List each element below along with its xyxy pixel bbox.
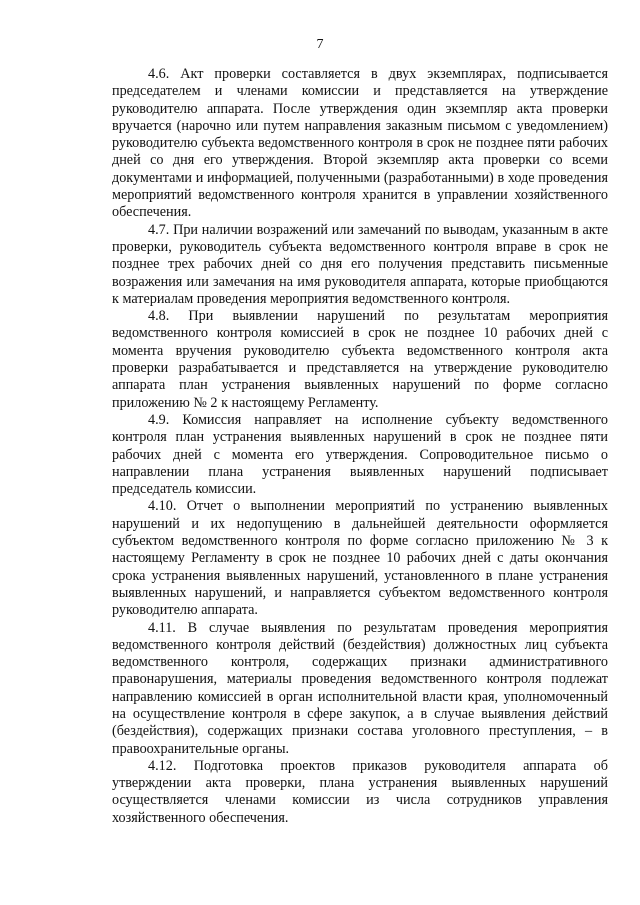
document-body — [112, 66, 608, 827]
paragraph-4-12: 4.12. Подготовка проектов приказов руководителя аппарата об утверждении акта проверки, плана устранения выявленных нарушений осуществляется членами комиссии из числа сотрудников управления хозяйственного обеспечения. — [112, 757, 608, 826]
page-number: 7 — [316, 37, 324, 52]
paragraph-4-6: 4.6. Акт проверки составляется в двух экземплярах, подписывается председателем и членами комиссии и представляется на утверждение руководителю аппарата. После утверждения один экземпляр акта проверки вручается (нарочно или путем направления заказным письмом с уведомлением) руководителю субъекта ведомственного контроля в срок не позднее пяти рабочих дней со дня его утверждения. Второй экземпляр акта проверки со всеми документами и информацией, полученными (разработанными) в ходе проведения мероприятий ведомственного контроля хранится в управлении хозяйственного обеспечения. — [112, 66, 608, 221]
paragraph-4-7: 4.7. При наличии возражений или замечаний по выводам, указанным в акте проверки, руководитель субъекта ведомственного контроля вправе в срок не позднее трех рабочих дней со дня его получения представить письменные возражения или замечания на имя руководителя аппарата, которые приобщаются к материалам проведения мероприятия ведомственного контроля. — [112, 221, 608, 307]
paragraph-4-11: 4.11. В случае выявления по результатам проведения мероприятия ведомственного контроля действий (бездействия) должностных лиц субъекта ведомственного контроля, содержащих признаки административного правонарушения, материалы проведения ведомственного контроля подлежат направлению комиссией в орган исполнительной власти края, уполномоченный на осуществление контроля в сфере закупок, а в случае выявления действий (бездействия), содержащих признаки состава уголовного преступления, – в правоохранительные органы. — [112, 619, 608, 757]
paragraph-4-8: 4.8. При выявлении нарушений по результатам мероприятия ведомственного контроля комиссией в срок не позднее 10 рабочих дней с момента вручения руководителю субъекта ведомственного контроля акта проверки разрабатывается и представляется на утверждение руководителю аппарата план устранения выявленных нарушений по форме согласно приложению № 2 к настоящему Регламенту. — [112, 308, 608, 411]
paragraph-4-10: 4.10. Отчет о выполнении мероприятий по устранению выявленных нарушений и их недопущению в дальнейшей деятельности оформляется субъектом ведомственного контроля по форме согласно приложению № 3 к настоящему Регламенту в срок не позднее 10 рабочих дней с даты окончания срока устранения выявленных нарушений, установленного в плане устранения выявленных нарушений, и направляется субъектом ведомственного контроля руководителю аппарата. — [112, 498, 608, 619]
paragraph-4-9: 4.9. Комиссия направляет на исполнение субъекту ведомственного контроля план устранения выявленных нарушений в срок не позднее пяти рабочих дней с момента его утверждения. Сопроводительное письмо о направлении плана устранения выявленных нарушений подписывает председатель комиссии. — [112, 411, 608, 498]
